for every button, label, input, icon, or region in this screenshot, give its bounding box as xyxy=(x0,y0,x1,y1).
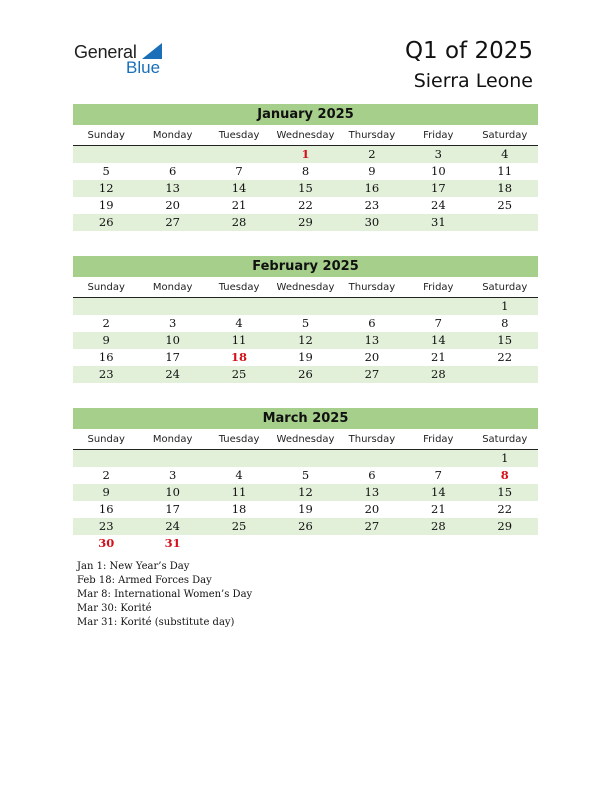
week-row xyxy=(73,450,538,467)
weekday-label: Thursday xyxy=(348,282,396,293)
day-cell: 27 xyxy=(364,367,380,381)
page-title: Q1 of 2025 xyxy=(404,38,533,64)
weekday-label: Thursday xyxy=(348,130,396,141)
day-cell: 7 xyxy=(434,468,442,482)
day-cell: 14 xyxy=(231,181,247,195)
day-cell: 19 xyxy=(298,502,313,516)
weekday-label: Saturday xyxy=(482,434,528,445)
day-cell: 4 xyxy=(501,147,509,161)
day-cell xyxy=(472,366,538,383)
day-cell: 13 xyxy=(364,485,380,499)
day-cell xyxy=(272,450,338,467)
day-cell: 22 xyxy=(497,350,513,364)
day-cell: 18 xyxy=(231,502,247,516)
day-cell xyxy=(405,298,471,315)
day-cell xyxy=(339,535,405,552)
weekday-label: Monday xyxy=(152,282,193,293)
weekday-label: Tuesday xyxy=(218,130,260,141)
day-cell xyxy=(206,535,272,552)
weekday-label: Wednesday xyxy=(276,282,335,293)
day-cell xyxy=(73,146,139,163)
day-cell: 1 xyxy=(501,299,509,313)
day-cell: 28 xyxy=(431,519,446,533)
day-cell: 9 xyxy=(368,164,376,178)
day-cell: 26 xyxy=(298,367,313,381)
day-cell: 6 xyxy=(168,164,177,178)
weekday-label: Sunday xyxy=(87,130,125,141)
weekday-label: Tuesday xyxy=(218,434,260,445)
day-cell: 4 xyxy=(235,468,243,482)
holiday-day-cell: 18 xyxy=(231,350,248,364)
weekday-label: Wednesday xyxy=(276,434,335,445)
weekday-label: Saturday xyxy=(482,282,528,293)
day-cell: 10 xyxy=(165,485,180,499)
day-cell: 17 xyxy=(431,181,446,195)
week-row xyxy=(73,332,538,349)
week-row xyxy=(73,197,538,214)
day-cell: 5 xyxy=(301,316,310,330)
day-cell: 21 xyxy=(231,198,247,212)
day-cell: 24 xyxy=(165,519,180,533)
day-cell: 3 xyxy=(434,147,442,161)
day-cell: 21 xyxy=(431,350,446,364)
weekday-label: Saturday xyxy=(482,130,528,141)
holiday-note: Feb 18: Armed Forces Day xyxy=(77,575,212,586)
holiday-note: Mar 8: International Women’s Day xyxy=(77,589,253,600)
week-row xyxy=(73,180,538,197)
weekday-label: Monday xyxy=(152,434,193,445)
day-cell xyxy=(472,214,538,231)
week-row xyxy=(73,467,538,484)
day-cell: 5 xyxy=(301,468,310,482)
weekday-label: Tuesday xyxy=(218,282,260,293)
holiday-day-cell: 30 xyxy=(98,536,115,550)
day-cell: 21 xyxy=(431,502,446,516)
day-cell xyxy=(139,146,205,163)
week-row xyxy=(73,214,538,231)
day-cell: 16 xyxy=(98,502,114,516)
day-cell: 2 xyxy=(102,468,110,482)
day-cell xyxy=(405,450,471,467)
day-cell: 12 xyxy=(98,181,114,195)
day-cell xyxy=(73,450,139,467)
logo-general-text: General xyxy=(74,42,137,62)
day-cell: 29 xyxy=(497,519,513,533)
day-cell: 13 xyxy=(364,333,380,347)
day-cell: 25 xyxy=(497,198,513,212)
logo xyxy=(74,40,174,80)
holiday-note: Mar 31: Korité (substitute day) xyxy=(77,617,235,628)
day-cell: 3 xyxy=(168,316,177,330)
week-row xyxy=(73,518,538,535)
week-row xyxy=(73,366,538,383)
logo-blue-text: Blue xyxy=(126,58,161,77)
day-cell: 15 xyxy=(497,485,513,499)
weekday-label: Monday xyxy=(152,130,193,141)
day-cell: 11 xyxy=(231,485,247,499)
weekday-label: Thursday xyxy=(348,434,396,445)
day-cell: 26 xyxy=(298,519,313,533)
day-cell: 6 xyxy=(368,316,376,330)
holiday-day-cell: 31 xyxy=(164,536,181,550)
week-row xyxy=(73,146,538,163)
day-cell: 23 xyxy=(98,367,114,381)
day-cell xyxy=(139,298,205,315)
day-cell: 16 xyxy=(98,350,114,364)
day-cell: 31 xyxy=(431,215,446,229)
week-row xyxy=(73,535,538,552)
day-cell: 17 xyxy=(165,502,180,516)
day-cell: 23 xyxy=(364,198,380,212)
weekday-label: Sunday xyxy=(87,282,125,293)
weekday-label: Friday xyxy=(423,282,454,293)
day-cell: 14 xyxy=(431,333,446,347)
day-cell: 18 xyxy=(497,181,513,195)
day-cell: 22 xyxy=(497,502,513,516)
day-cell: 4 xyxy=(235,316,243,330)
day-cell: 20 xyxy=(165,198,180,212)
day-cell: 28 xyxy=(231,215,247,229)
day-cell: 22 xyxy=(298,198,313,212)
day-cell: 19 xyxy=(98,198,114,212)
month-title: March 2025 xyxy=(73,408,538,429)
day-cell xyxy=(206,450,272,467)
day-cell: 11 xyxy=(497,164,513,178)
holiday-day-cell: 8 xyxy=(500,468,509,482)
holiday-note: Mar 30: Korité xyxy=(77,603,152,614)
day-cell xyxy=(339,298,405,315)
day-cell: 29 xyxy=(298,215,313,229)
month-february xyxy=(73,256,538,383)
day-cell: 28 xyxy=(431,367,446,381)
day-cell: 26 xyxy=(98,215,114,229)
weekday-label: Wednesday xyxy=(276,130,335,141)
day-cell: 16 xyxy=(364,181,380,195)
day-cell: 23 xyxy=(98,519,114,533)
week-row xyxy=(73,349,538,366)
page-subtitle: Sierra Leone xyxy=(413,70,533,92)
week-row xyxy=(73,298,538,315)
day-cell: 9 xyxy=(102,333,110,347)
day-cell xyxy=(206,298,272,315)
weekday-label: Friday xyxy=(423,130,454,141)
holiday-day-cell: 1 xyxy=(301,147,310,161)
holiday-notes xyxy=(77,560,252,630)
weekday-label: Friday xyxy=(423,434,454,445)
day-cell: 11 xyxy=(231,333,247,347)
day-cell: 2 xyxy=(368,147,376,161)
day-cell xyxy=(139,450,205,467)
week-row xyxy=(73,315,538,332)
holiday-note: Jan 1: New Year’s Day xyxy=(77,561,190,572)
day-cell: 10 xyxy=(165,333,180,347)
weekday-header-row xyxy=(73,280,538,298)
day-cell xyxy=(339,450,405,467)
day-cell: 27 xyxy=(364,519,380,533)
day-cell: 20 xyxy=(364,350,380,364)
day-cell: 13 xyxy=(165,181,180,195)
day-cell: 27 xyxy=(165,215,180,229)
day-cell: 24 xyxy=(165,367,180,381)
day-cell: 30 xyxy=(364,215,380,229)
day-cell xyxy=(73,298,139,315)
day-cell xyxy=(272,298,338,315)
day-cell: 6 xyxy=(368,468,376,482)
week-row xyxy=(73,501,538,518)
week-row xyxy=(73,163,538,180)
day-cell: 19 xyxy=(298,350,313,364)
day-cell: 25 xyxy=(231,367,247,381)
day-cell: 2 xyxy=(102,316,110,330)
day-cell: 7 xyxy=(235,164,243,178)
day-cell: 5 xyxy=(102,164,110,178)
day-cell: 17 xyxy=(165,350,180,364)
month-march xyxy=(73,408,538,552)
day-cell: 25 xyxy=(231,519,247,533)
day-cell: 1 xyxy=(501,451,509,465)
logo-flag-icon xyxy=(142,43,162,59)
week-row xyxy=(73,484,538,501)
day-cell: 8 xyxy=(501,316,509,330)
day-cell xyxy=(405,535,471,552)
day-cell: 8 xyxy=(301,164,310,178)
day-cell xyxy=(206,146,272,163)
day-cell: 15 xyxy=(497,333,513,347)
day-cell: 9 xyxy=(102,485,110,499)
weekday-header-row xyxy=(73,128,538,146)
day-cell: 12 xyxy=(298,333,313,347)
day-cell: 12 xyxy=(298,485,313,499)
day-cell: 15 xyxy=(298,181,313,195)
month-january xyxy=(73,104,538,231)
month-title: February 2025 xyxy=(73,256,538,277)
day-cell xyxy=(472,535,538,552)
day-cell: 24 xyxy=(431,198,446,212)
month-title: January 2025 xyxy=(73,104,538,125)
weekday-header-row xyxy=(73,432,538,450)
day-cell: 7 xyxy=(434,316,442,330)
day-cell: 14 xyxy=(431,485,446,499)
day-cell xyxy=(272,535,338,552)
day-cell: 20 xyxy=(364,502,380,516)
day-cell: 10 xyxy=(431,164,446,178)
day-cell: 3 xyxy=(168,468,177,482)
weekday-label: Sunday xyxy=(87,434,125,445)
